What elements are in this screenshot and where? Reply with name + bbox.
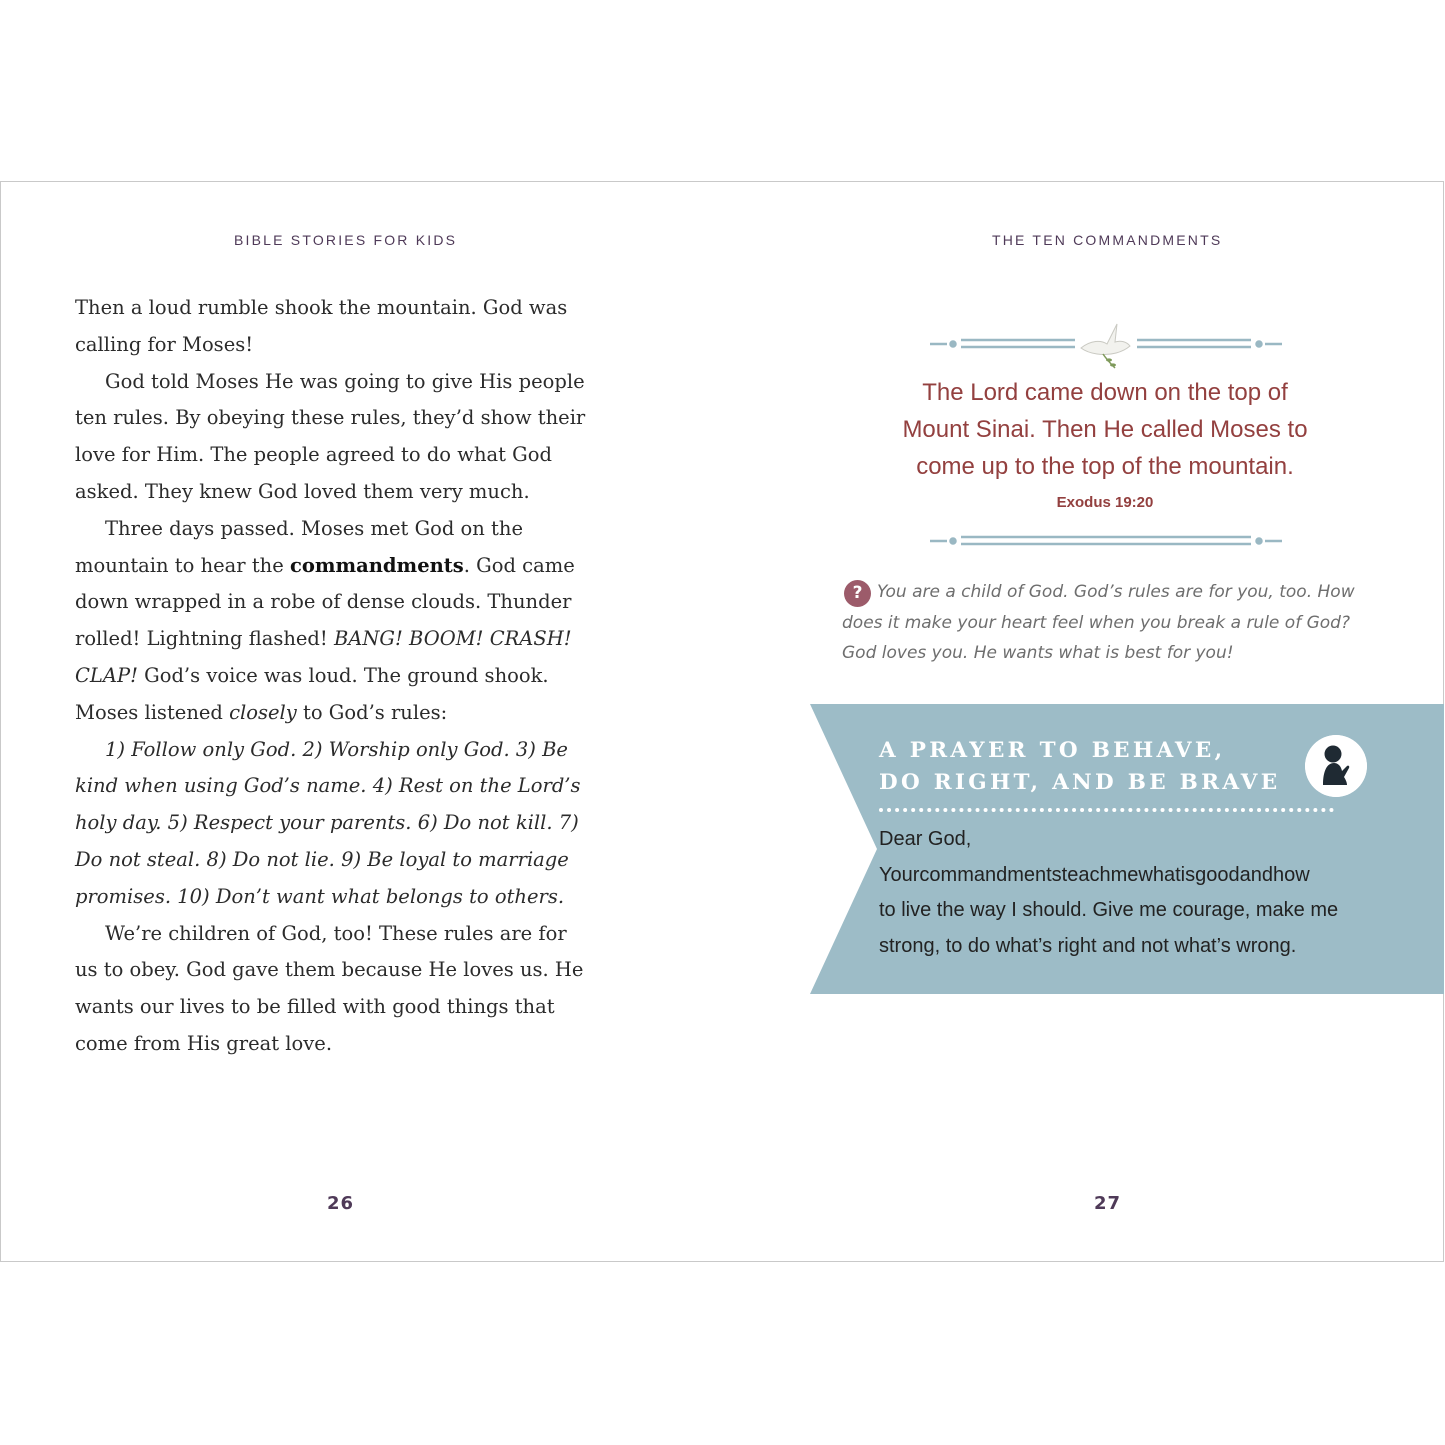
praying-child-icon (1305, 735, 1367, 797)
glossary-term: commandments (289, 553, 464, 577)
question-icon: ? (844, 580, 871, 607)
story-paragraph-2: God told Moses He was going to give His people ten rules. By obeying these rules, they’d show their love for Him. The people agreed to do what God asked. They knew God loved them very much. (75, 369, 586, 503)
running-head-left: BIBLE STORIES FOR KIDS (234, 232, 458, 248)
verse-ornament-top (925, 316, 1285, 372)
story-paragraph-5: We’re children of God, too! These rules are for us to obey. God gave them because He loves us. He wants our lives to be filled with good things that come from His great love. (75, 921, 584, 1055)
prayer-title (879, 735, 1299, 799)
reflection-question: You are a child of God. God’s rules are for you, too. How does it make your heart feel when you break a rule of God? God loves you. He wants what is best for you! (842, 582, 1355, 663)
prayer-title-line: DO RIGHT, AND BE BRAVE (879, 770, 1281, 795)
sound-effects: BANG! BOOM! CRASH! CLAP! (75, 627, 572, 687)
scripture-verse (880, 374, 1330, 485)
prayer-salutation: Dear God, (879, 828, 972, 850)
prayer-line: Yourcommandmentsteachmewhatisgoodandhow (879, 863, 1310, 886)
prayer-title-line: A PRAYER TO BEHAVE, (879, 738, 1226, 763)
verse-line: come up to the top of the mountain. (916, 453, 1294, 480)
page-number-left: 26 (327, 1193, 355, 1214)
emphasis-word: closely (229, 700, 297, 724)
prayer-text (879, 822, 1379, 964)
story-paragraph-3 (75, 511, 595, 732)
story-text-segment: to God’s rules: (296, 700, 448, 724)
prayer-line: to live the way I should. Give me courage, make me (879, 899, 1339, 921)
story-text-segment: Three days passed. Moses met God on the mountain to hear the (75, 516, 523, 577)
verse-line: The Lord came down on the top of (922, 379, 1288, 406)
prayer-divider (879, 808, 1334, 812)
story-paragraph-1: Then a loud rumble shook the mountain. God was calling for Moses! (75, 296, 568, 356)
commandments-list: 1) Follow only God. 2) Worship only God. 3) Be kind when using God’s name. 4) Rest on the Lord’s holy day. 5) Respect your parents. 6) Do not kill. 7) Do not steal. 8) Do not lie. 9) Be loyal to marriage promises. 10) Don’t want what belongs to others. (75, 737, 581, 908)
verse-line: Mount Sinai. Then He called Moses to (902, 416, 1308, 443)
verse-ornament-bottom (925, 530, 1285, 550)
running-head-right: THE TEN COMMANDMENTS (992, 232, 1223, 248)
page-number-right: 27 (1094, 1193, 1122, 1214)
dove-icon (1081, 324, 1130, 368)
story-text-segment: . God came down wrapped in a robe of dense clouds. Thunder rolled! Lightning flashed! (75, 553, 575, 651)
verse-reference: Exodus 19:20 (1056, 494, 1154, 511)
story-text (75, 290, 595, 1063)
story-text-segment: God’s voice was loud. The ground shook. Moses listened (75, 663, 549, 724)
prayer-line: strong, to do what’s right and not what’s wrong. (879, 934, 1297, 957)
